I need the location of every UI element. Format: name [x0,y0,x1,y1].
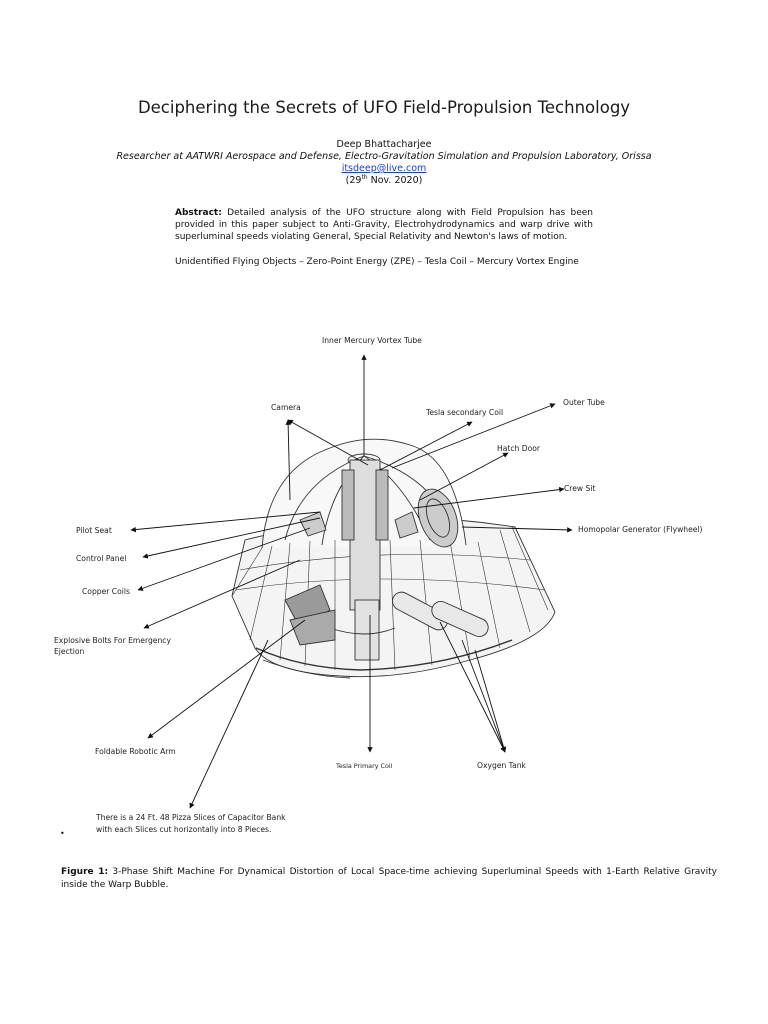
label-crew-sit: Crew Sit [564,484,596,493]
label-capacitor-1: There is a 24 Ft. 48 Pizza Slices of Capacitor Bank [96,813,286,822]
label-hatch-door: Hatch Door [497,444,541,453]
abstract-label: Abstract: [175,208,222,218]
label-oxygen-tank: Oxygen Tank [477,761,526,770]
label-pilot-seat: Pilot Seat [76,526,112,535]
label-control-panel: Control Panel [76,554,127,563]
arrow-capacitor [190,640,268,808]
figure-caption [61,866,717,892]
label-copper-coils: Copper Coils [82,587,130,596]
label-capacitor-2: with each Slices cut horizontally into 8 Pieces. [96,825,272,834]
author-name: Deep Bhattacharjee [336,139,432,150]
stray-bullet: • [60,829,65,838]
caption-label: Figure 1: [61,867,109,877]
label-robotic-arm: Foldable Robotic Arm [95,747,176,756]
arrow-oxygen-b [462,640,505,752]
label-explosive-1: Explosive Bolts For Emergency [54,636,171,645]
label-explosive-2: Ejection [54,647,85,656]
abstract-text: Detailed analysis of the UFO structure along with Field Propulsion has been provided in this paper subject to Anti-Gravity, Electrohydrodynamics and warp drive with superluminal speeds violating General, Special Relativity and Newton's laws of motion. [175,208,593,242]
paper-title: Deciphering the Secrets of UFO Field-Propulsion Technology [137,98,631,117]
date-prefix: (29 [345,175,362,187]
label-outer-tube: Outer Tube [563,398,605,407]
keywords: Unidentified Flying Objects – Zero-Point Energy (ZPE) – Tesla Coil – Mercury Vortex Engine [175,257,579,267]
label-tesla-primary: Tesla Primary Coil [336,762,393,770]
label-homopolar: Homopolar Generator (Flywheel) [578,525,703,534]
caption-text: 3-Phase Shift Machine For Dynamical Distortion of Local Space-time achieving Superluminal Speeds with 1-Earth Relative Gravity inside the Warp Bubble. [61,867,717,890]
date-suffix: Nov. 2020) [367,175,423,187]
author-affiliation: Researcher at AATWRI Aerospace and Defense, Electro-Gravitation Simulation and Propulsion Laboratory, Orissa [116,151,652,162]
label-inner-tube: Inner Mercury Vortex Tube [322,336,422,345]
date-sup: th [361,174,368,181]
label-camera: Camera [271,403,301,412]
author-email-link[interactable]: itsdeep@live.com [341,163,427,174]
ufo-body [232,439,555,678]
label-tesla-secondary: Tesla secondary Coil [426,408,504,417]
arrow-robotic-arm [148,620,305,738]
